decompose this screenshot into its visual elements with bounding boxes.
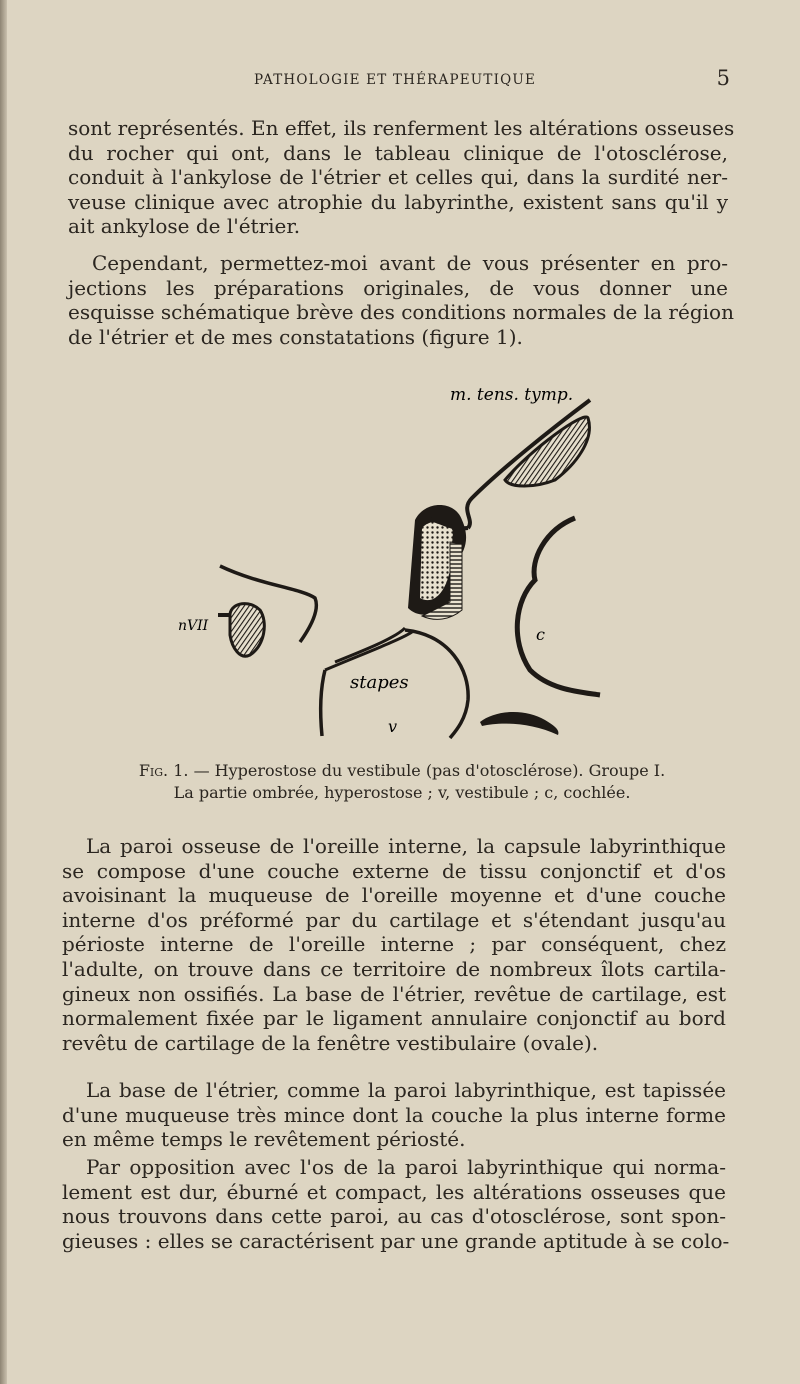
text-line: normalement fixée par le ligament annulaire conjonctif au bord xyxy=(62,1006,726,1031)
label-nerve: nVII xyxy=(178,618,209,634)
text-line: périoste interne de l'oreille interne ; par conséquent, chez xyxy=(62,932,726,957)
text-line: l'adulte, on trouve dans ce territoire de nombreux îlots cartila- xyxy=(62,956,726,981)
cochlea-wall xyxy=(517,518,600,695)
text-line: esquisse schématique brève des conditions normales de la région xyxy=(68,300,734,324)
vestibule-left-wall xyxy=(321,670,325,736)
label-vestibule: v xyxy=(388,717,398,736)
text-line: avoisinant la muqueuse de l'oreille moyenne et d'une couche xyxy=(62,883,726,908)
paragraph-1 xyxy=(68,116,735,239)
text-line: conduit à l'ankylose de l'étrier et celles qui, dans la surdité ner- xyxy=(68,165,728,189)
text-line: se compose d'une couche externe de tissu conjonctif et d'os xyxy=(62,858,726,883)
figure-1 xyxy=(150,370,630,755)
caption-line-1 xyxy=(62,760,742,782)
text-line: lement est dur, éburné et compact, les altérations osseuses que xyxy=(62,1179,726,1204)
text-line: interne d'os préformé par du cartilage et s'étendant jusqu'au xyxy=(62,907,726,932)
text-line: veuse clinique avec atrophie du labyrinthe, existent sans qu'il y xyxy=(68,189,728,214)
text-line: La paroi osseuse de l'oreille interne, la capsule labyrinthique xyxy=(86,834,726,858)
running-head: PATHOLOGIE ET THÉRAPEUTIQUE xyxy=(253,72,537,88)
paragraph-5 xyxy=(62,1155,730,1253)
label-stapes: stapes xyxy=(350,672,409,693)
tensor-tympani-muscle xyxy=(505,417,589,486)
figure-caption xyxy=(62,760,742,804)
caption-dash: — xyxy=(188,761,215,780)
facial-nerve xyxy=(230,604,264,657)
text-line: revêtu de cartilage de la fenêtre vestibulaire (ovale). xyxy=(62,1030,599,1055)
text-line: ait ankylose de l'étrier. xyxy=(68,214,301,238)
text-line: jections les préparations originales, de vous donner une xyxy=(68,275,728,300)
vestibule-right-wall xyxy=(405,630,468,738)
text-line: gieuses : elles se caractérisent par une grande aptitude à se colo- xyxy=(62,1228,730,1253)
text-line: La base de l'étrier, comme la paroi labyrinthique, est tapissée xyxy=(86,1078,726,1102)
text-line: gineux non ossifiés. La base de l'étrier, revêtue de cartilage, est xyxy=(62,981,726,1006)
text-line: du rocher qui ont, dans le tableau clinique de l'otosclérose, xyxy=(68,140,728,165)
text-line: sont représentés. En effet, ils renferment les altérations osseuses xyxy=(68,116,735,140)
page-header xyxy=(60,66,730,96)
page-number: 5 xyxy=(716,66,730,90)
caption-text-1: Hyperostose du vestibule (pas d'otosclérose). Groupe I. xyxy=(214,761,666,780)
text-line: Par opposition avec l'os de la paroi labyrinthique qui norma- xyxy=(86,1155,726,1179)
paragraph-4 xyxy=(62,1078,726,1152)
stapes-diagram xyxy=(150,370,630,755)
cochlea-lower xyxy=(480,712,558,735)
caption-line-2: La partie ombrée, hyperostose ; v, vestibule ; c, cochlée. xyxy=(173,783,631,802)
text-line: d'une muqueuse très mince dont la couche la plus interne forme xyxy=(62,1102,726,1127)
stapes-crura xyxy=(325,628,412,670)
label-cochlea: c xyxy=(536,625,545,644)
text-line: de l'étrier et de mes constatations (figure 1). xyxy=(68,324,523,349)
page-edge xyxy=(0,0,7,1384)
text-line: nous trouvons dans cette paroi, au cas d'otosclérose, sont spon- xyxy=(62,1204,726,1229)
paragraph-2 xyxy=(68,251,734,349)
paragraph-3 xyxy=(62,834,726,1055)
figure-ref: Fig. 1. xyxy=(138,761,189,780)
label-muscle: m. tens. tymp. xyxy=(450,385,574,405)
text-line: en même temps le revêtement périosté. xyxy=(62,1127,466,1152)
text-line: Cependant, permettez-moi avant de vous présenter en pro- xyxy=(92,251,728,275)
